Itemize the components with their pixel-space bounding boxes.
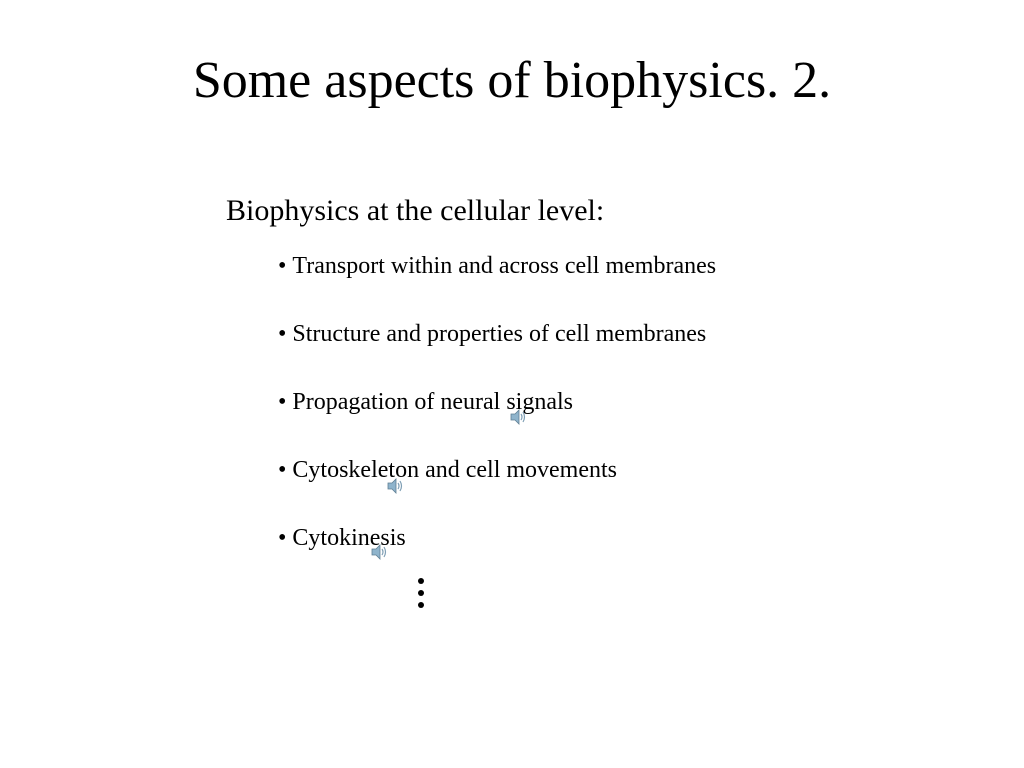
bullet-item-transport <box>278 250 716 282</box>
bullet-item-cytoskeleton <box>278 454 716 486</box>
bullet-item-cytokinesis <box>278 522 716 554</box>
ellipsis-dot <box>418 578 424 584</box>
bullet-text: Transport within and across cell membranes <box>292 253 717 279</box>
bullet-list <box>278 250 716 590</box>
bullet-dot: • <box>278 457 287 483</box>
speaker-icon-cytokinesis[interactable] <box>370 543 388 561</box>
ellipsis-dot <box>418 590 424 596</box>
bullet-text: Structure and properties of cell membranes <box>292 321 707 347</box>
ellipsis-dot <box>418 602 424 608</box>
bullet-dot: • <box>278 253 287 279</box>
bullet-dot: • <box>278 321 287 347</box>
bullet-dot: • <box>278 389 287 415</box>
bullet-text: Cytoskeleton and cell movements <box>292 457 618 483</box>
bullet-text: Propagation of neural signals <box>292 389 574 415</box>
vertical-ellipsis-icon <box>414 578 428 610</box>
speaker-icon-cytoskeleton[interactable] <box>386 477 404 495</box>
slide-title: Some aspects of biophysics. 2. <box>192 52 832 109</box>
bullet-dot: • <box>278 525 287 551</box>
bullet-item-structure <box>278 318 716 350</box>
speaker-icon-propagation[interactable] <box>509 408 527 426</box>
bullet-item-propagation <box>278 386 716 418</box>
section-subheading: Biophysics at the cellular level: <box>226 194 605 227</box>
bullet-text: Cytokinesis <box>292 525 406 551</box>
